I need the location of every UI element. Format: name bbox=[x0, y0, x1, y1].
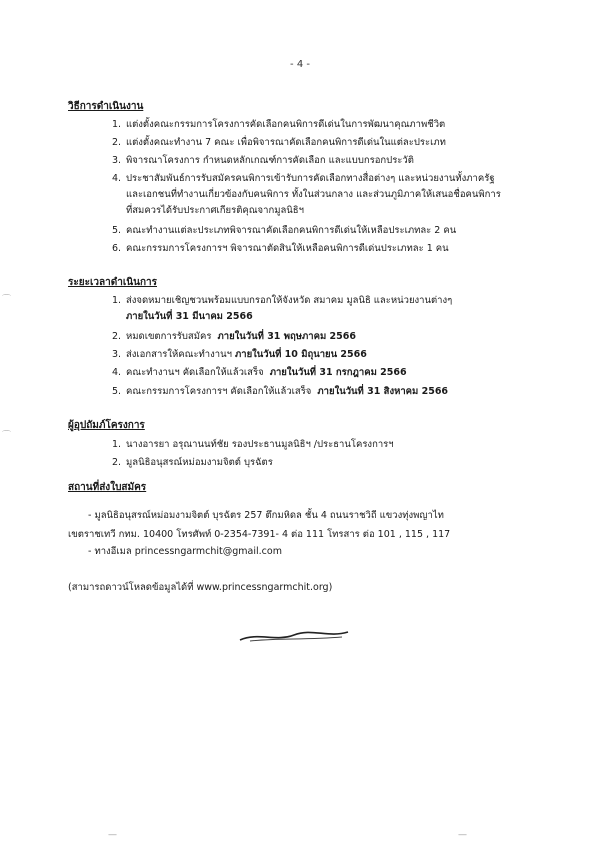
method-item-text: คณะกรรมการโครงการฯ พิจารณาตัดสินให้เหลือคนพิการดีเด่นประเภทละ 1 คน bbox=[126, 243, 449, 254]
application-heading: สถานที่ส่งใบสมัคร bbox=[68, 482, 147, 493]
method-item-5 bbox=[112, 223, 456, 239]
method-item-continuation: และเอกชนที่ทำงานเกี่ยวข้องกับคนพิการ ทั้งในส่วนกลาง และส่วนภูมิภาคให้เสนอชื่อคนพิการ bbox=[126, 189, 501, 200]
method-item-text: แต่งตั้งคณะทำงาน 7 คณะ เพื่อพิจารณาคัดเลือกคนพิการดีเด่นในแต่ละประเภท bbox=[126, 137, 446, 148]
method-item-num: 6. bbox=[112, 243, 122, 254]
schedule-item-1 bbox=[112, 293, 452, 325]
application-email-line: - ทางอีเมล princessngarmchit@gmail.com bbox=[88, 546, 282, 557]
scan-mark: — bbox=[458, 830, 467, 840]
method-item-3 bbox=[112, 153, 414, 169]
schedule-item-3 bbox=[112, 347, 367, 363]
schedule-item-4 bbox=[112, 365, 407, 381]
schedule-item-2 bbox=[112, 329, 356, 345]
scan-mark: — bbox=[108, 830, 117, 840]
method-item-4 bbox=[112, 171, 501, 219]
schedule-item-text: หมดเขตการรับสมัคร bbox=[126, 331, 212, 342]
schedule-item-text: คณะทำงานฯ คัดเลือกให้แล้วเสร็จ bbox=[126, 367, 264, 378]
method-item-text: พิจารณาโครงการ กำหนดหลักเกณฑ์การคัดเลือก และแบบกรอกประวัติ bbox=[126, 155, 414, 166]
schedule-item-deadline: ภายในวันที่ 10 มิถุนายน 2566 bbox=[234, 349, 367, 360]
schedule-item-num: 5. bbox=[112, 386, 122, 397]
application-address-line: - มูลนิธิอนุสรณ์หม่อมงามจิตต์ บุรฉัตร 257 ตึกมหิดล ชั้น 4 ถนนราชวิถี แขวงทุ่งพญาไท bbox=[88, 510, 444, 521]
method-item-text: คณะทำงานแต่ละประเภทพิจารณาคัดเลือกคนพิการดีเด่นให้เหลือประเภทละ 2 คน bbox=[126, 225, 457, 236]
schedule-item-text: ส่งเอกสารให้คณะทำงานฯ bbox=[126, 349, 232, 360]
method-item-1 bbox=[112, 117, 445, 133]
schedule-item-num: 2. bbox=[112, 331, 122, 342]
method-item-num: 4. bbox=[112, 173, 122, 184]
method-heading: วิธีการดำเนินงาน bbox=[68, 101, 144, 112]
scan-mark: ⌒ bbox=[2, 431, 12, 441]
method-item-num: 2. bbox=[112, 137, 122, 148]
page-number: - 4 - bbox=[290, 59, 310, 70]
sponsor-item-num: 1. bbox=[112, 439, 122, 450]
sponsor-item-2 bbox=[112, 455, 273, 471]
sponsor-item-text: มูลนิธิอนุสรณ์หม่อมงามจิตต์ บุรฉัตร bbox=[126, 457, 273, 468]
application-address-line: เขตราชเทวี กทม. 10400 โทรศัพท์ 0-2354-7391- 4 ต่อ 111 โทรสาร ต่อ 101 , 115 , 117 bbox=[68, 529, 451, 540]
sponsor-item-text: นางอารยา อรุณานนท์ชัย รองประธานมูลนิธิฯ /ประธานโครงการฯ bbox=[126, 439, 394, 450]
schedule-item-deadline: ภายในวันที่ 31 กรกฎาคม 2566 bbox=[269, 367, 407, 378]
method-item-text: แต่งตั้งคณะกรรมการโครงการคัดเลือกคนพิการดีเด่นในการพัฒนาคุณภาพชีวิต bbox=[126, 119, 446, 130]
sponsor-item-1 bbox=[112, 437, 394, 453]
method-item-num: 1. bbox=[112, 119, 122, 130]
schedule-item-5 bbox=[112, 384, 448, 400]
signature-divider bbox=[236, 628, 356, 644]
sponsor-heading: ผู้อุปถัมภ์โครงการ bbox=[68, 420, 145, 431]
method-item-text: ประชาสัมพันธ์การรับสมัครคนพิการเข้ารับการคัดเลือกทางสื่อต่างๆ และหน่วยงานทั้งภาครัฐ bbox=[126, 173, 495, 184]
method-item-2 bbox=[112, 135, 446, 151]
download-note: (สามารถดาวน์โหลดข้อมูลได้ที่ www.princessngarmchit.org) bbox=[68, 582, 333, 593]
schedule-item-num: 1. bbox=[112, 295, 122, 306]
schedule-item-deadline: ภายในวันที่ 31 สิงหาคม 2566 bbox=[317, 386, 449, 397]
schedule-item-num: 4. bbox=[112, 367, 122, 378]
method-item-continuation: ที่สมควรได้รับประกาศเกียรติคุณจากมูลนิธิฯ bbox=[126, 205, 304, 216]
method-item-num: 3. bbox=[112, 155, 122, 166]
schedule-item-text: คณะกรรมการโครงการฯ คัดเลือกให้แล้วเสร็จ bbox=[126, 386, 312, 397]
schedule-heading: ระยะเวลาดำเนินการ bbox=[68, 277, 157, 288]
sponsor-item-num: 2. bbox=[112, 457, 122, 468]
method-item-num: 5. bbox=[112, 225, 122, 236]
method-item-6 bbox=[112, 241, 449, 257]
scan-mark: ⌒ bbox=[2, 295, 12, 305]
schedule-item-text: ส่งจดหมายเชิญชวนพร้อมแบบกรอกให้จังหวัด สมาคม มูลนิธิ และหน่วยงานต่างๆ bbox=[126, 295, 453, 306]
schedule-item-num: 3. bbox=[112, 349, 122, 360]
schedule-item-deadline: ภายในวันที่ 31 พฤษภาคม 2566 bbox=[217, 331, 356, 342]
schedule-item-deadline: ภายในวันที่ 31 มีนาคม 2566 bbox=[126, 311, 253, 322]
